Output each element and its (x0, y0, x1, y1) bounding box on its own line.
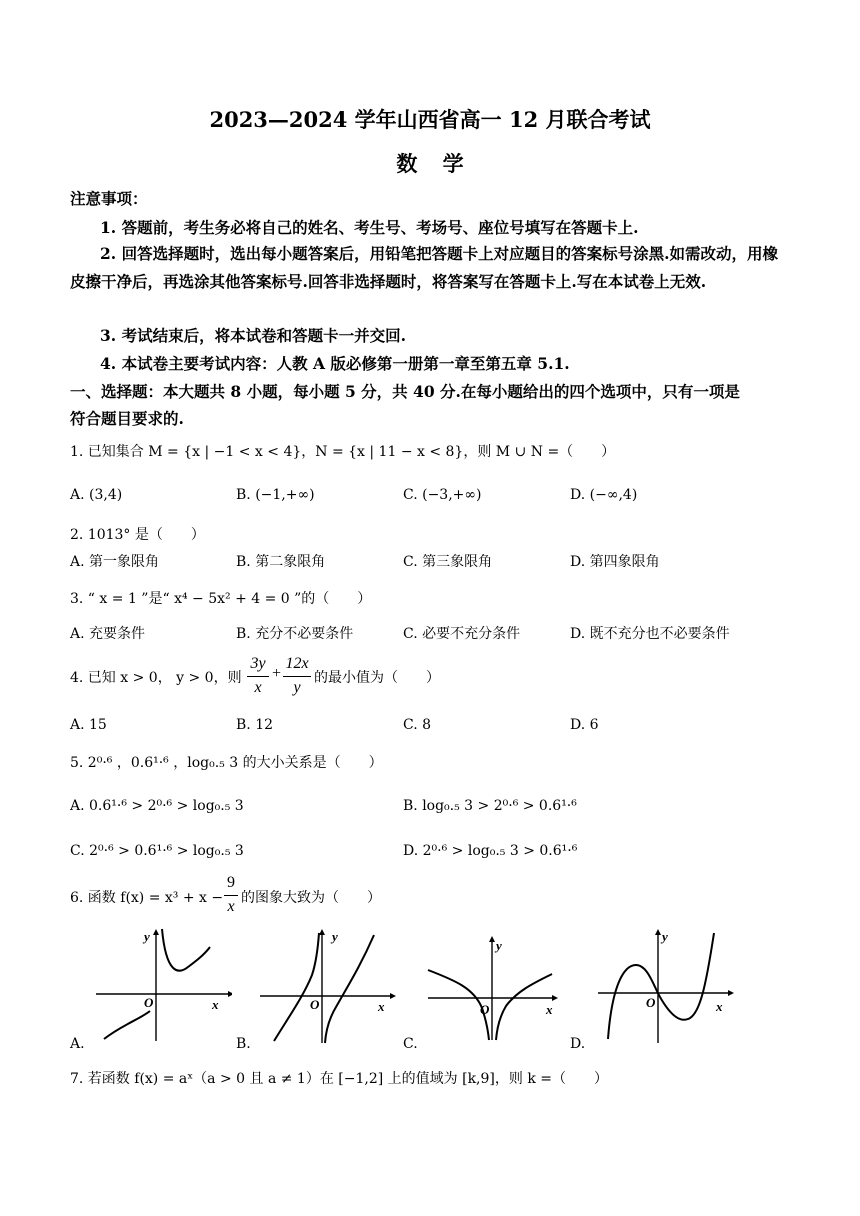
question-7-stem: 7. 若函数 f(x) = aˣ（a > 0 且 a ≠ 1）在 [−1,2] 上的值域为 [k,9]，则 k =（ ） (70, 1071, 608, 1087)
q6c-origin: O (480, 1002, 490, 1017)
question-6-stem-suffix: 的图象大致为（ ） (241, 890, 381, 906)
q6-frac-bar (224, 895, 238, 896)
notice-item-4: 4. 本试卷主要考试内容：人教 A 版必修第一册第一章至第五章 5.1. (100, 354, 570, 373)
q2-option-a: A. 第一象限角 (70, 554, 160, 570)
q4-frac2-denominator: y (293, 679, 301, 696)
q3-option-c: C. 必要不充分条件 (403, 626, 521, 642)
notice-heading: 注意事项： (70, 189, 148, 208)
q4-option-c: C. 8 (403, 717, 432, 733)
q6d-y-label: y (662, 929, 668, 944)
q6b-x-label: x (378, 999, 385, 1014)
q4-frac1-bar (247, 676, 269, 677)
q1-option-b: B. (−1,+∞) (236, 487, 315, 503)
q6c-y-label: y (496, 938, 502, 953)
q6a-origin: O (144, 995, 154, 1010)
q3-option-a: A. 充要条件 (70, 626, 146, 642)
section-heading-line2: 符合题目要求的. (70, 409, 184, 428)
q4-frac2-bar (283, 676, 311, 677)
q5-option-d: D. 2⁰·⁶ > log₀.₅ 3 > 0.6¹·⁶ (403, 843, 578, 859)
q6-graph-c (424, 932, 564, 1042)
q6-graph-b (256, 925, 396, 1045)
question-1-stem: 1. 已知集合 M = {x | −1 < x < 4}，N = {x | 11 − x < 8}，则 M ∪ N =（ ） (70, 444, 616, 460)
subject-title: 数 学 (396, 151, 464, 176)
q6-option-c: C. (403, 1036, 418, 1052)
q2-option-c: C. 第三象限角 (403, 554, 493, 570)
q4-frac1-numerator: 3y (250, 655, 266, 672)
q6-option-b: B. (236, 1036, 251, 1052)
q4-option-d: D. 6 (570, 717, 599, 733)
q6-graph-d (594, 925, 734, 1045)
q6-frac-numerator: 9 (227, 874, 235, 891)
question-4-stem-suffix: 的最小值为（ ） (314, 670, 440, 686)
q6d-x-label: x (716, 999, 723, 1014)
q1-option-a: A. (3,4) (70, 487, 123, 503)
q4-plus: + (272, 665, 282, 682)
q6a-y-label: y (144, 929, 150, 944)
q5-option-a: A. 0.6¹·⁶ > 2⁰·⁶ > log₀.₅ 3 (70, 798, 244, 814)
q4-frac2-numerator: 12x (285, 655, 309, 672)
q4-frac1-denominator: x (254, 679, 262, 696)
notice-item-3: 3. 考试结束后，将本试卷和答题卡一并交回. (100, 326, 406, 345)
q6-option-d: D. (570, 1036, 586, 1052)
question-6-stem-prefix: 6. 函数 f(x) = x³ + x − (70, 890, 224, 906)
q6-graph-a (92, 925, 232, 1045)
question-5-stem: 5. 2⁰·⁶ ，0.6¹·⁶ ，log₀.₅ 3 的大小关系是（ ） (70, 755, 383, 771)
question-3-stem: 3. “ x = 1 ”是“ x⁴ − 5x² + 4 = 0 ”的（ ） (70, 591, 372, 607)
q5-option-b: B. log₀.₅ 3 > 2⁰·⁶ > 0.6¹·⁶ (403, 798, 577, 814)
q3-option-b: B. 充分不必要条件 (236, 626, 354, 642)
q6b-y-label: y (332, 929, 338, 944)
q4-option-b: B. 12 (236, 717, 274, 733)
question-2-stem: 2. 1013° 是（ ） (70, 527, 205, 543)
q6d-origin: O (646, 995, 656, 1010)
q2-option-d: D. 第四象限角 (570, 554, 660, 570)
q5-option-c: C. 2⁰·⁶ > 0.6¹·⁶ > log₀.₅ 3 (70, 843, 244, 859)
q4-option-a: A. 15 (70, 717, 107, 733)
q3-option-d: D. 既不充分也不必要条件 (570, 626, 730, 642)
exam-title: 2023—2024 学年山西省高一 12 月联合考试 (209, 107, 651, 132)
section-heading-line1: 一、选择题：本大题共 8 小题，每小题 5 分，共 40 分.在每小题给出的四个选项中，只有一项是 (70, 382, 740, 401)
q2-option-b: B. 第二象限角 (236, 554, 326, 570)
q1-option-c: C. (−3,+∞) (403, 487, 482, 503)
q6-frac-denominator: x (227, 898, 235, 915)
q6c-x-label: x (546, 1002, 553, 1017)
q1-option-d: D. (−∞,4) (570, 487, 638, 503)
q6b-origin: O (310, 997, 320, 1012)
q6-option-a: A. (70, 1036, 85, 1052)
notice-item-2: 2. 回答选择题时，选出每小题答案后，用铅笔把答题卡上对应题目的答案标号涂黑.如需改动，用橡皮擦干净后，再选涂其他答案标号.回答非选择题时，将答案写在答题卡上.写在本试卷上无效. (70, 244, 778, 291)
notice-item-1: 1. 答题前，考生务必将自己的姓名、考生号、考场号、座位号填写在答题卡上. (100, 218, 639, 237)
question-4-stem-prefix: 4. 已知 x > 0， y > 0，则 (70, 670, 242, 686)
q6a-x-label: x (212, 997, 219, 1012)
